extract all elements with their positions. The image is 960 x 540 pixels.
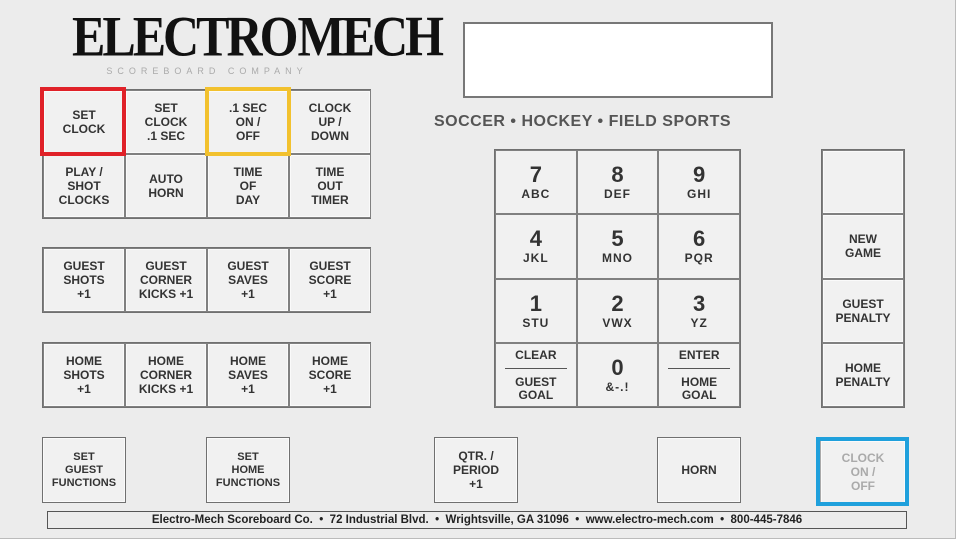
- key-label-line: CORNER: [139, 368, 192, 382]
- key-label-line: DOWN: [311, 129, 349, 143]
- key-label-line: HOME: [66, 354, 102, 368]
- numpad-key-7[interactable]: [495, 150, 577, 214]
- time-out-timer-button[interactable]: [289, 154, 371, 218]
- key-label-line: +1: [323, 287, 337, 301]
- key-label-line: KICKS +1: [138, 287, 194, 301]
- home-penalty-button[interactable]: [822, 343, 904, 407]
- key-label-line: SHOTS: [63, 273, 105, 287]
- display-window: [463, 22, 773, 98]
- key-label-line: GUEST: [842, 296, 884, 311]
- guest-saves-1-button[interactable]: [207, 248, 289, 312]
- guest-key-group: [42, 247, 371, 313]
- key-label-line: TIME: [315, 165, 345, 179]
- clock-on-off-highlight: [816, 437, 909, 506]
- guest-penalty-button[interactable]: [822, 279, 904, 343]
- key-label-line: OFF: [851, 479, 875, 493]
- numpad-key-8[interactable]: [577, 150, 659, 214]
- footer-text: Electro-Mech Scoreboard Co. • 72 Industrial Blvd. • Wrightsville, GA 31096 • www.electro-mech.com • 800-445-7846: [151, 514, 803, 526]
- key-label-line: CORNER: [139, 273, 192, 287]
- numpad-letters: PQR: [684, 251, 714, 266]
- brand-logo: [72, 3, 442, 80]
- brand-name-right: MECH: [297, 3, 442, 69]
- key-label-line: ON /: [235, 115, 261, 129]
- key-label-line: TIMER: [311, 193, 349, 207]
- numpad-key-2[interactable]: [577, 279, 659, 343]
- set-clock-highlight: [40, 87, 126, 156]
- key-label-line: OFF: [236, 129, 260, 143]
- numpad-letters: VWX: [602, 315, 633, 330]
- key-label-line: CLOCK: [62, 122, 106, 136]
- numpad-letters: &-.!: [605, 379, 630, 394]
- key-label-line: GUEST: [145, 259, 187, 273]
- qtr-period-button[interactable]: [434, 437, 518, 503]
- numpad-digit: 1: [529, 290, 542, 316]
- brand-name-left: ELECTRO: [72, 3, 296, 69]
- key-label-line: PENALTY: [835, 310, 891, 325]
- numpad-divider: [505, 368, 567, 369]
- home-score-1-button[interactable]: [289, 343, 371, 407]
- key-label-line: PERIOD: [452, 463, 499, 477]
- numpad-letters: ABC: [521, 187, 551, 202]
- time-of-day-button[interactable]: [207, 154, 289, 218]
- home-corner-kicks-1-button[interactable]: [125, 343, 207, 407]
- key-label-line: CLOCK: [841, 451, 885, 465]
- tenth-sec-highlight: [205, 87, 291, 156]
- numpad-letters: GHI: [686, 187, 712, 202]
- numpad-key-1[interactable]: [495, 279, 577, 343]
- numpad-top-label: ENTER: [678, 347, 720, 362]
- key-label-line: +1: [77, 382, 91, 396]
- numpad-key-5[interactable]: [577, 214, 659, 278]
- numpad-key-9[interactable]: [658, 150, 740, 214]
- numpad-bottom-line: GUEST: [515, 375, 557, 389]
- key-label-line: +1: [323, 382, 337, 396]
- key-label-line: HORN: [148, 186, 184, 200]
- numpad-digit: 9: [693, 162, 706, 188]
- numpad-bottom-label: [681, 376, 717, 402]
- numpad-letters: STU: [522, 315, 550, 330]
- guest-score-1-button[interactable]: [289, 248, 371, 312]
- home-shots-1-button[interactable]: [43, 343, 125, 407]
- key-label-line: PLAY /: [65, 165, 103, 179]
- numpad-key-4[interactable]: [495, 214, 577, 278]
- numpad-letters: YZ: [690, 315, 708, 330]
- key-label-line: SHOTS: [63, 368, 105, 382]
- key-label-line: DAY: [235, 193, 261, 207]
- key-label-line: CLOCKS: [58, 193, 110, 207]
- key-label-line: .1 SEC: [146, 129, 185, 143]
- numeric-keypad: [494, 149, 741, 408]
- key-label-line: NEW: [849, 232, 877, 247]
- set-clock-1-sec-button[interactable]: [125, 90, 207, 154]
- key-label-line: PENALTY: [835, 374, 891, 389]
- key-label-line: GUEST: [309, 259, 351, 273]
- key-label-line: GUEST: [63, 259, 105, 273]
- numpad-key-3[interactable]: [658, 279, 740, 343]
- key-label-line: SET: [154, 101, 178, 115]
- blank-key-button[interactable]: [822, 150, 904, 214]
- numpad-key-enter[interactable]: [658, 343, 740, 407]
- key-label-line: SCORE: [308, 273, 352, 287]
- key-label-line: SHOT: [67, 179, 101, 193]
- numpad-divider: [668, 368, 730, 369]
- key-label-line: UP /: [318, 115, 342, 129]
- numpad-letters: JKL: [522, 251, 549, 266]
- numpad-key-6[interactable]: [658, 214, 740, 278]
- key-label-line: .1 SEC: [228, 101, 267, 115]
- key-label-line: QTR. /: [458, 449, 494, 463]
- guest-shots-1-button[interactable]: [43, 248, 125, 312]
- key-label-line: HOME: [231, 463, 265, 476]
- numpad-letters: DEF: [603, 187, 631, 202]
- key-label-line: SET: [72, 108, 96, 122]
- home-key-group: [42, 342, 371, 408]
- key-label-line: SCORE: [308, 368, 352, 382]
- key-label-line: GUEST: [227, 259, 269, 273]
- numpad-digit: 4: [529, 226, 542, 252]
- numpad-key-clear[interactable]: [495, 343, 577, 407]
- key-label-line: KICKS +1: [138, 382, 194, 396]
- key-label-line: +1: [241, 382, 255, 396]
- key-label-line: GAME: [845, 246, 881, 261]
- clock-up-down-button[interactable]: [289, 90, 371, 154]
- numpad-bottom-line: GOAL: [681, 388, 717, 402]
- key-label-line: SAVES: [228, 368, 268, 382]
- numpad-letters: MNO: [601, 251, 633, 266]
- key-label-line: HOME: [845, 360, 881, 375]
- numpad-bottom-label: [515, 376, 556, 402]
- key-label-line: HOME: [230, 354, 266, 368]
- numpad-digit: 6: [693, 226, 706, 252]
- play-shot-clocks-button[interactable]: [43, 154, 125, 218]
- key-label-line: SET: [73, 450, 95, 463]
- numpad-digit: 0: [611, 354, 624, 380]
- numpad-top-label: CLEAR: [515, 347, 557, 362]
- key-label-line: AUTO: [149, 172, 183, 186]
- key-label-line: HOME: [312, 354, 348, 368]
- key-label-line: ON /: [850, 465, 876, 479]
- key-label-line: TIME: [233, 165, 263, 179]
- key-label-line: +1: [77, 287, 91, 301]
- numpad-digit: 3: [693, 290, 706, 316]
- set-home-functions-button[interactable]: [206, 437, 290, 503]
- key-label-line: +1: [469, 477, 483, 491]
- numpad-digit: 5: [611, 226, 624, 252]
- footer-bar: [47, 511, 907, 529]
- key-label-line: GUEST: [65, 463, 103, 476]
- key-label-line: CLOCK: [144, 115, 188, 129]
- key-label-line: SAVES: [228, 273, 268, 287]
- numpad-digit: 2: [611, 290, 624, 316]
- sports-label: SOCCER • HOCKEY • FIELD SPORTS: [434, 113, 732, 130]
- numpad-digit: 7: [529, 162, 542, 188]
- guest-corner-kicks-1-button[interactable]: [125, 248, 207, 312]
- home-saves-1-button[interactable]: [207, 343, 289, 407]
- numpad-bottom-line: HOME: [681, 375, 718, 389]
- brand-subtitle: SCOREBOARD COMPANY: [106, 66, 308, 76]
- key-label-line: HORN: [681, 463, 717, 477]
- numpad-bottom-line: GOAL: [518, 388, 554, 402]
- set-guest-functions-button[interactable]: [42, 437, 126, 503]
- key-label-line: FUNCTIONS: [215, 476, 281, 489]
- auto-horn-button[interactable]: [125, 154, 207, 218]
- numpad-key-0[interactable]: [577, 343, 659, 407]
- key-label-line: HOME: [148, 354, 184, 368]
- game-key-column: [821, 149, 905, 408]
- key-label-line: OF: [239, 179, 257, 193]
- horn-button[interactable]: [657, 437, 741, 503]
- numpad-digit: 8: [611, 162, 624, 188]
- key-label-line: CLOCK: [308, 101, 352, 115]
- key-label-line: SET: [237, 450, 259, 463]
- key-label-line: OUT: [317, 179, 343, 193]
- key-label-line: +1: [241, 287, 255, 301]
- key-label-line: FUNCTIONS: [51, 476, 117, 489]
- new-game-button[interactable]: [822, 214, 904, 278]
